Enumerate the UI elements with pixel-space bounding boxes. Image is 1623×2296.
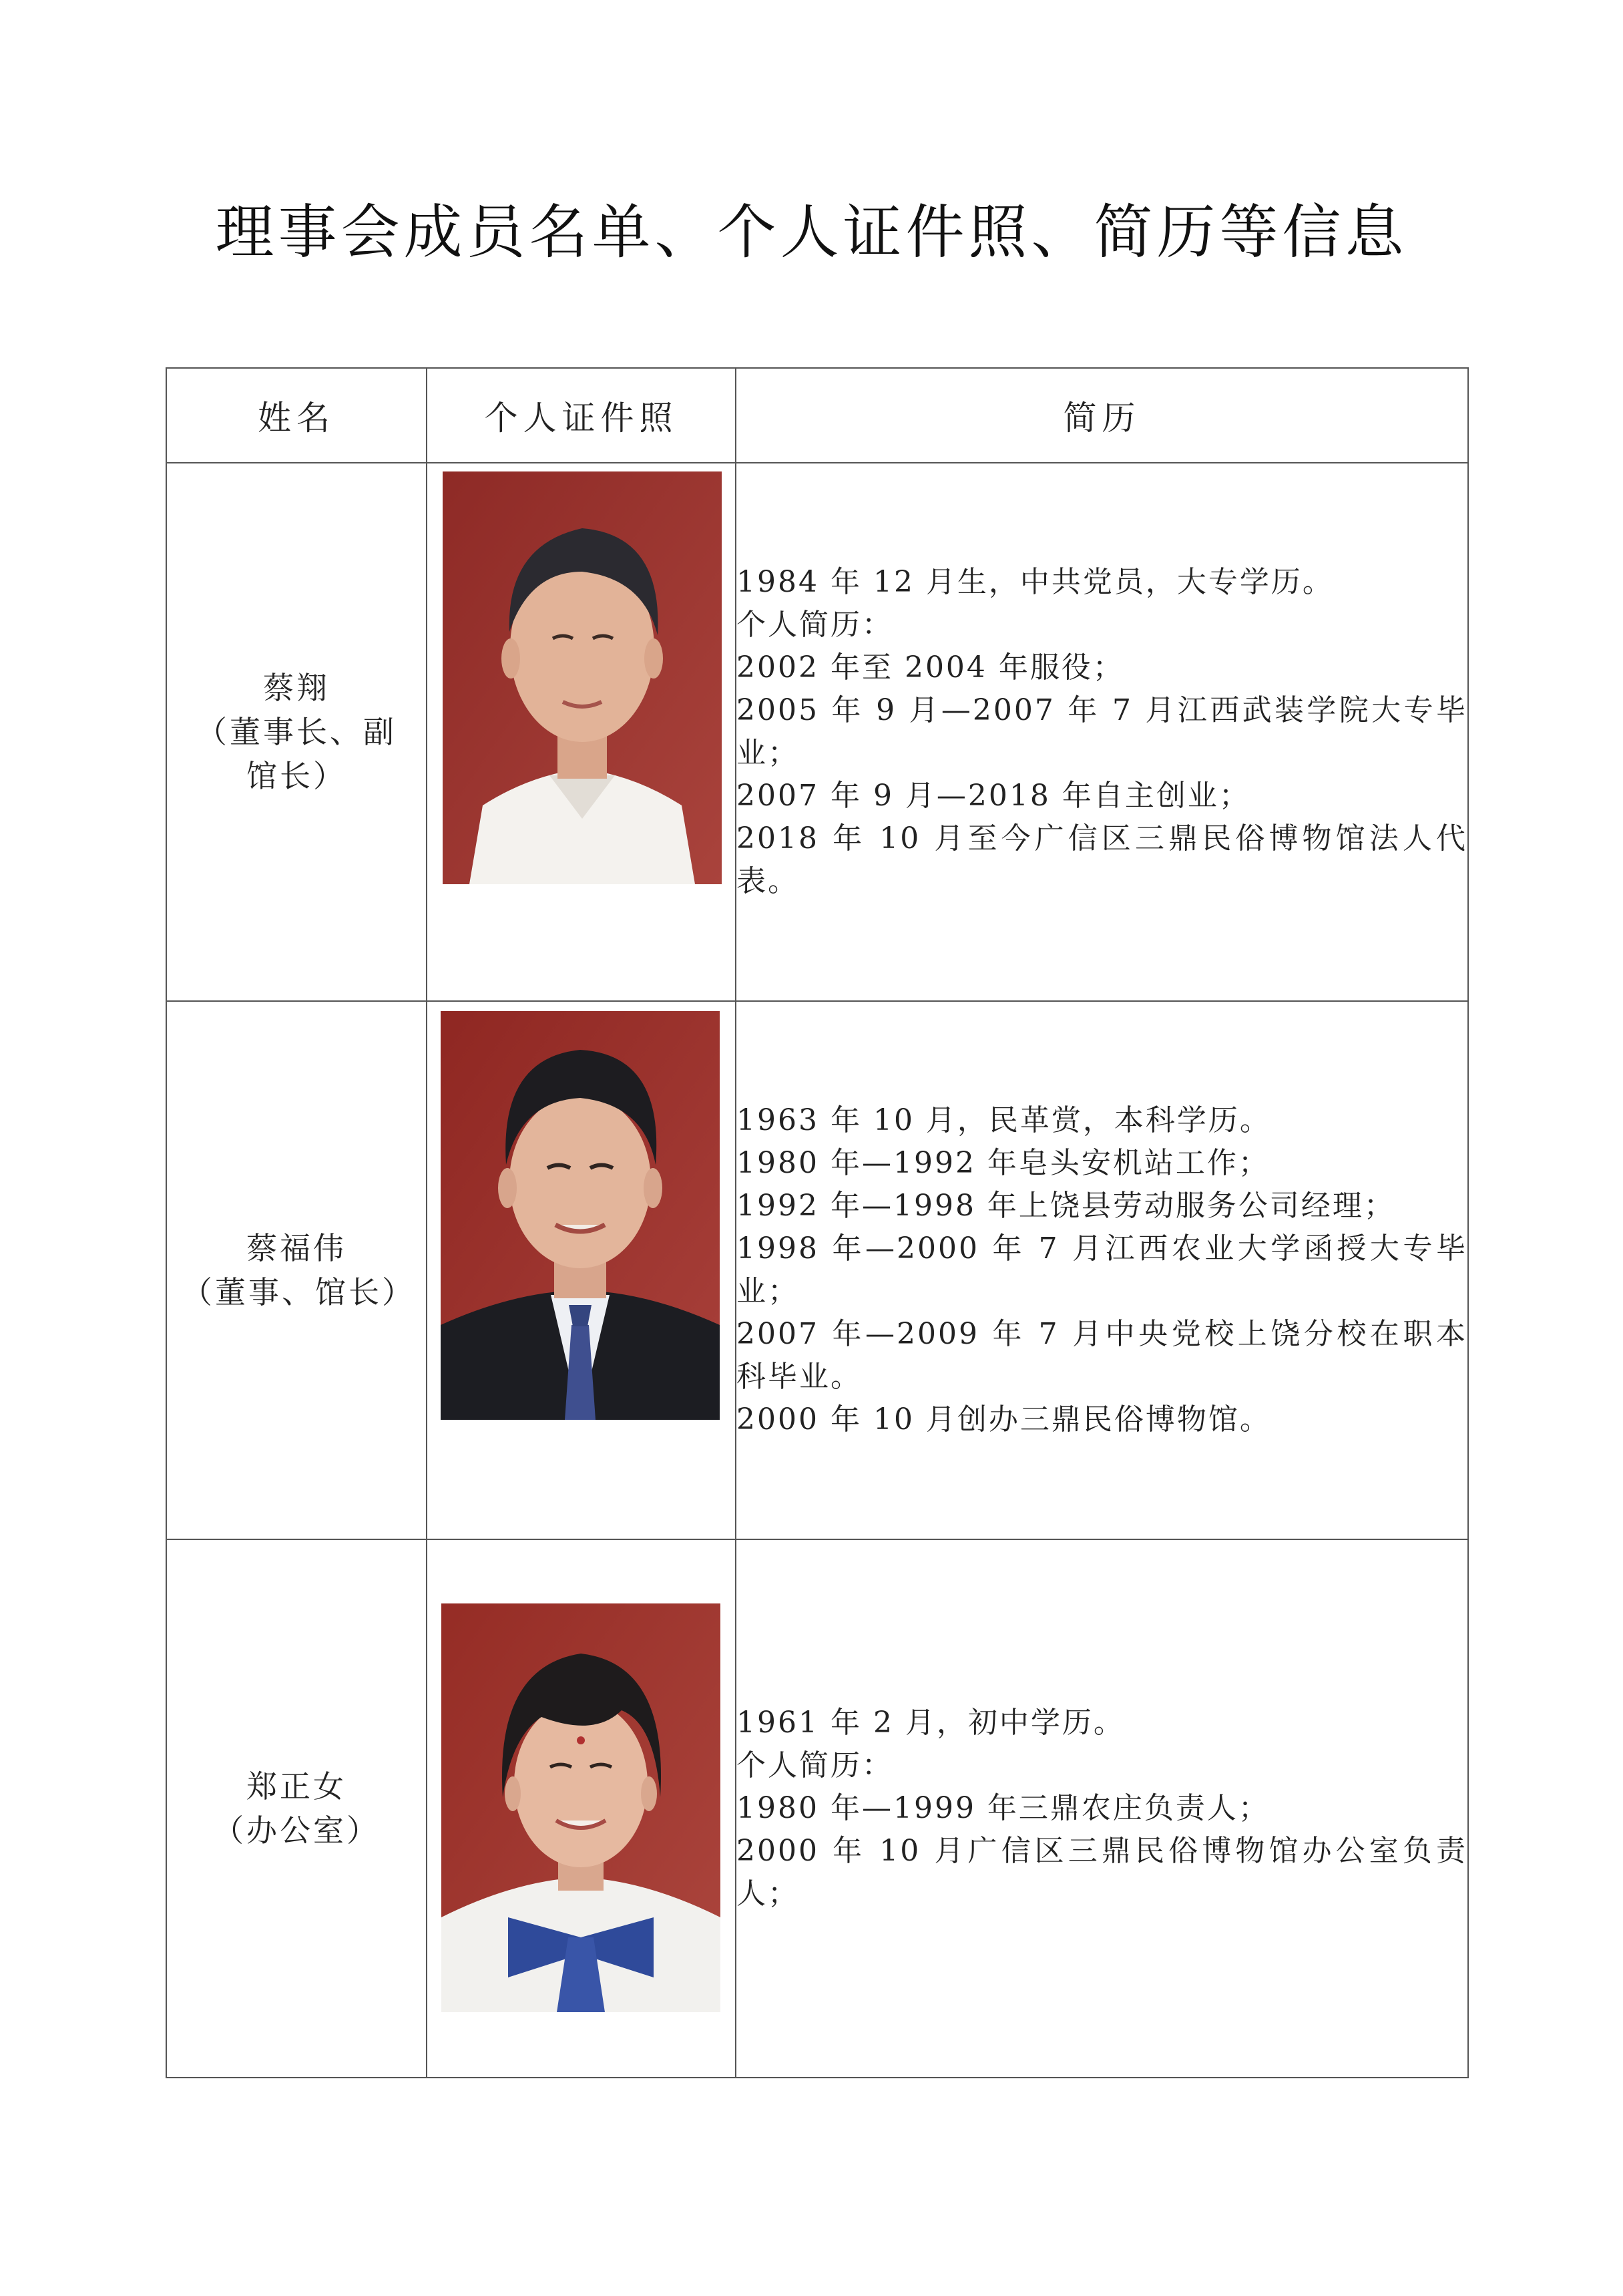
member-bio-cell: [736, 463, 1468, 1001]
bio-line: 2007 年—2009 年 7 月中央党校上饶分校在职本科毕业。: [736, 1317, 1467, 1394]
bio-line: 1998 年—2000 年 7 月江西农业大学函授大专毕业；: [736, 1231, 1467, 1308]
bio-line: 2018 年 10 月至今广信区三鼎民俗博物馆法人代表。: [736, 821, 1467, 898]
bio-line: 1961 年 2 月，初中学历。: [736, 1706, 1125, 1740]
bio-line: 2000 年 10 月广信区三鼎民俗博物馆办公室负责人；: [736, 1834, 1467, 1911]
member-table: [166, 367, 1469, 2078]
member-bio-cell: [736, 1001, 1468, 1539]
member-name-cell: [166, 1539, 427, 2078]
member-name: 郑正女: [246, 1768, 346, 1804]
table-row: [166, 1001, 1468, 1539]
member-role: （董事长、副馆长）: [196, 714, 397, 794]
member-name-cell: [166, 463, 427, 1001]
member-photo: [441, 1603, 720, 2012]
bio-line: 1963 年 10 月，民革赏，本科学历。: [736, 1103, 1271, 1137]
bio-line: 2007 年 9 月—2018 年自主创业；: [736, 779, 1250, 813]
header-name: 姓名: [166, 368, 427, 463]
table-header-row: [166, 368, 1468, 463]
member-name: 蔡翔: [263, 670, 330, 706]
member-name-cell: [166, 1001, 427, 1539]
member-photo-cell: [427, 463, 736, 1001]
member-photo: [441, 1011, 720, 1420]
bio-line: 1984 年 12 月生，中共党员，大专学历。: [736, 565, 1334, 599]
member-role: （董事、馆长）: [182, 1274, 415, 1310]
bio-line: 2002 年至 2004 年服役；: [736, 650, 1124, 685]
member-photo-cell: [427, 1001, 736, 1539]
bio-line: 2005 年 9 月—2007 年 7 月江西武装学院大专毕业；: [736, 693, 1467, 770]
member-photo-cell: [427, 1539, 736, 2078]
bio-line: 2000 年 10 月创办三鼎民俗博物馆。: [736, 1402, 1271, 1437]
member-bio-cell: [736, 1539, 1468, 2078]
member-name: 蔡福伟: [246, 1230, 346, 1266]
page-title: 理事会成员名单、个人证件照、简历等信息: [215, 198, 1408, 266]
table-row: [166, 463, 1468, 1001]
header-photo: 个人证件照: [427, 368, 736, 463]
header-bio: 简历: [736, 368, 1468, 463]
bio-line: 1980 年—1999 年三鼎农庄负责人；: [736, 1791, 1270, 1825]
bio-line: 个人简历：: [736, 608, 893, 642]
bio-line: 个人简历：: [736, 1748, 893, 1782]
table-row: [166, 1539, 1468, 2078]
bio-line: 1992 年—1998 年上饶县劳动服务公司经理；: [736, 1189, 1395, 1223]
bio-line: 1980 年—1992 年皂头安机站工作；: [736, 1146, 1270, 1180]
member-photo: [443, 471, 722, 884]
member-role: （办公室）: [213, 1812, 380, 1849]
